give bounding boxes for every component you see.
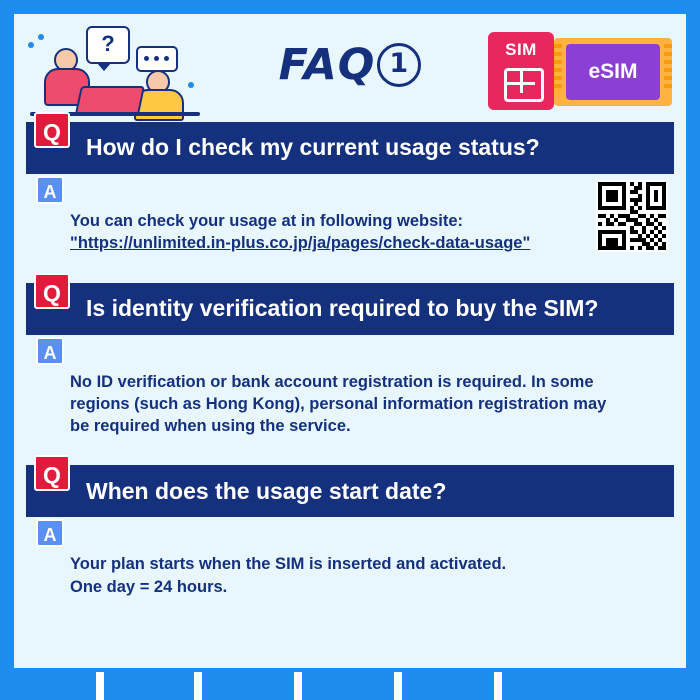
- question-bar-1: [26, 119, 674, 174]
- question-badge-3: Q: [34, 455, 70, 491]
- answer-text-2: [26, 339, 674, 438]
- question-text-3: When does the usage start date?: [86, 477, 447, 504]
- answer-line-3: be required when using the service.: [70, 417, 351, 436]
- answer-block-1: [26, 174, 674, 265]
- question-bar-3: [26, 462, 674, 517]
- question-badge-2: Q: [34, 273, 70, 309]
- answer-line-1: Your plan starts when the SIM is inserted and activated.: [70, 555, 507, 574]
- answer-block-2: [26, 335, 674, 448]
- faq-item-3: [26, 462, 674, 608]
- question-badge-1: Q: [34, 112, 70, 148]
- answer-badge-2: A: [36, 337, 64, 365]
- answer-text-3: [26, 521, 674, 598]
- esim-card-label: eSIM: [566, 44, 660, 100]
- qr-code-grid: [598, 182, 666, 250]
- laptop-icon: [75, 86, 145, 114]
- sim-esim-graphic: [480, 30, 676, 112]
- usage-check-link[interactable]: "https://unlimited.in-plus.co.jp/ja/pages/check-data-usage": [70, 234, 531, 253]
- sim-chip-icon: [504, 68, 544, 102]
- question-mark-text: ?: [101, 31, 115, 56]
- bottom-stripes: [0, 672, 700, 700]
- faq-title-text: FAQ: [278, 40, 376, 90]
- answer-line-1: You can check your usage at in following website:: [70, 212, 464, 230]
- answer-line-1: No ID verification or bank account registration is required. In some: [70, 372, 594, 391]
- answer-badge-3: A: [36, 519, 64, 547]
- qr-code-icon: [596, 180, 668, 252]
- faq-number-badge: 1: [377, 43, 421, 87]
- answer-line-2: One day = 24 hours.: [70, 577, 228, 596]
- sim-card-icon: [488, 32, 554, 110]
- answer-badge-1: A: [36, 176, 64, 204]
- faq-card: [14, 14, 686, 668]
- faq-item-1: [26, 119, 674, 265]
- answer-text-1: [26, 178, 674, 255]
- faq-item-2: [26, 279, 674, 448]
- poster-header: [14, 14, 686, 118]
- question-text-1: How do I check my current usage status?: [86, 134, 540, 161]
- esim-card-icon: [554, 38, 672, 106]
- sim-card-label: SIM: [505, 40, 537, 59]
- question-bar-2: [26, 279, 674, 335]
- answer-line-2: regions (such as Hong Kong), personal information registration may: [70, 394, 607, 413]
- question-text-2: Is identity verification required to buy the SIM?: [86, 294, 599, 321]
- answer-block-3: [26, 517, 674, 608]
